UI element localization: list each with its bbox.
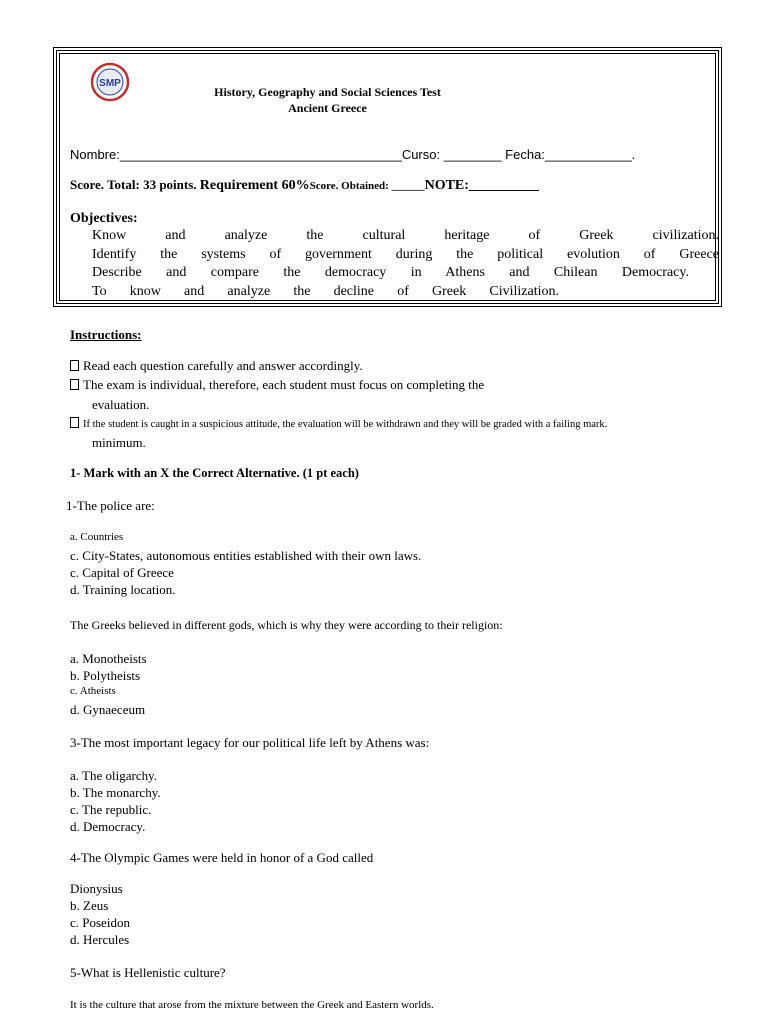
checkbox-icon [70, 379, 79, 390]
section-1-title: 1- Mark with an X the Correct Alternative. (1 pt each) [70, 466, 359, 480]
question-4: 4-The Olympic Games were held in honor of a God called [70, 850, 374, 865]
option: c. Capital of Greece [70, 565, 174, 580]
objectives-title: Objectives: [70, 211, 138, 226]
instruction-continuation: minimum. [92, 435, 146, 450]
option: c. Atheists [70, 685, 116, 697]
option: a. The oligarchy. [70, 768, 157, 783]
objective-item: Know and analyze the cultural heritage of Greek civilization. [92, 228, 719, 243]
instructions-title: Instructions: [70, 327, 142, 342]
checkbox-icon [70, 360, 79, 371]
option: b. The monarchy. [70, 785, 161, 800]
svg-text:SMP: SMP [99, 78, 121, 89]
instruction-item: The exam is individual, therefore, each student must focus on completing the [70, 377, 484, 393]
checkbox-icon [70, 417, 79, 428]
question-5: 5-What is Hellenistic culture? [70, 965, 226, 980]
question-1: 1-The police are: [66, 498, 155, 513]
option: c. City-States, autonomous entities established with their own laws. [70, 548, 422, 563]
student-info-line: Nombre:_______________________________________Curso: ________ Fecha:____________. [70, 147, 636, 162]
objective-item: Identify the systems of government during the political evolution of Greece [92, 247, 719, 262]
option: d. Training location. [70, 582, 176, 597]
option: d. Hercules [70, 932, 130, 947]
question-3: 3-The most important legacy for our political life left by Athens was: [70, 735, 430, 750]
option: b. Polytheists [70, 668, 141, 683]
requirement: Requirement 60% [199, 178, 310, 193]
test-header-box [53, 47, 722, 307]
option: b. Zeus [70, 898, 109, 913]
instruction-item: If the student is caught in a suspicious attitude, the evaluation will be withdrawn and they will be graded with a failing mark. [70, 417, 607, 430]
option: c. The republic. [70, 802, 152, 817]
option: c. Poseidon [70, 915, 130, 930]
test-title: History, Geography and Social Sciences Test [214, 85, 441, 99]
option: d. Democracy. [70, 819, 146, 834]
score-line [70, 177, 539, 194]
test-subtitle: Ancient Greece [288, 101, 367, 115]
answer-text: It is the culture that arose from the mixture between the Greek and Eastern worlds. [70, 999, 434, 1011]
instruction-item: Read each question carefully and answer accordingly. [70, 358, 363, 374]
score-total: Score. Total: 33 points. [70, 177, 197, 192]
option: a. Monotheists [70, 651, 147, 666]
option: Dionysius [70, 881, 123, 896]
instruction-continuation: evaluation. [92, 397, 150, 412]
option: a. Countries [70, 531, 124, 543]
option: d. Gynaeceum [70, 702, 146, 717]
question-2: The Greeks believed in different gods, which is why they were according to their religion: [70, 618, 503, 632]
objective-item: To know and analyze the decline of Greek Civilization. [92, 284, 559, 299]
note-field: NOTE:__________ [424, 178, 539, 193]
objective-item: Describe and compare the democracy in Athens and Chilean Democracy. [92, 265, 689, 280]
score-obtained: Score. Obtained: ______ [309, 180, 425, 192]
